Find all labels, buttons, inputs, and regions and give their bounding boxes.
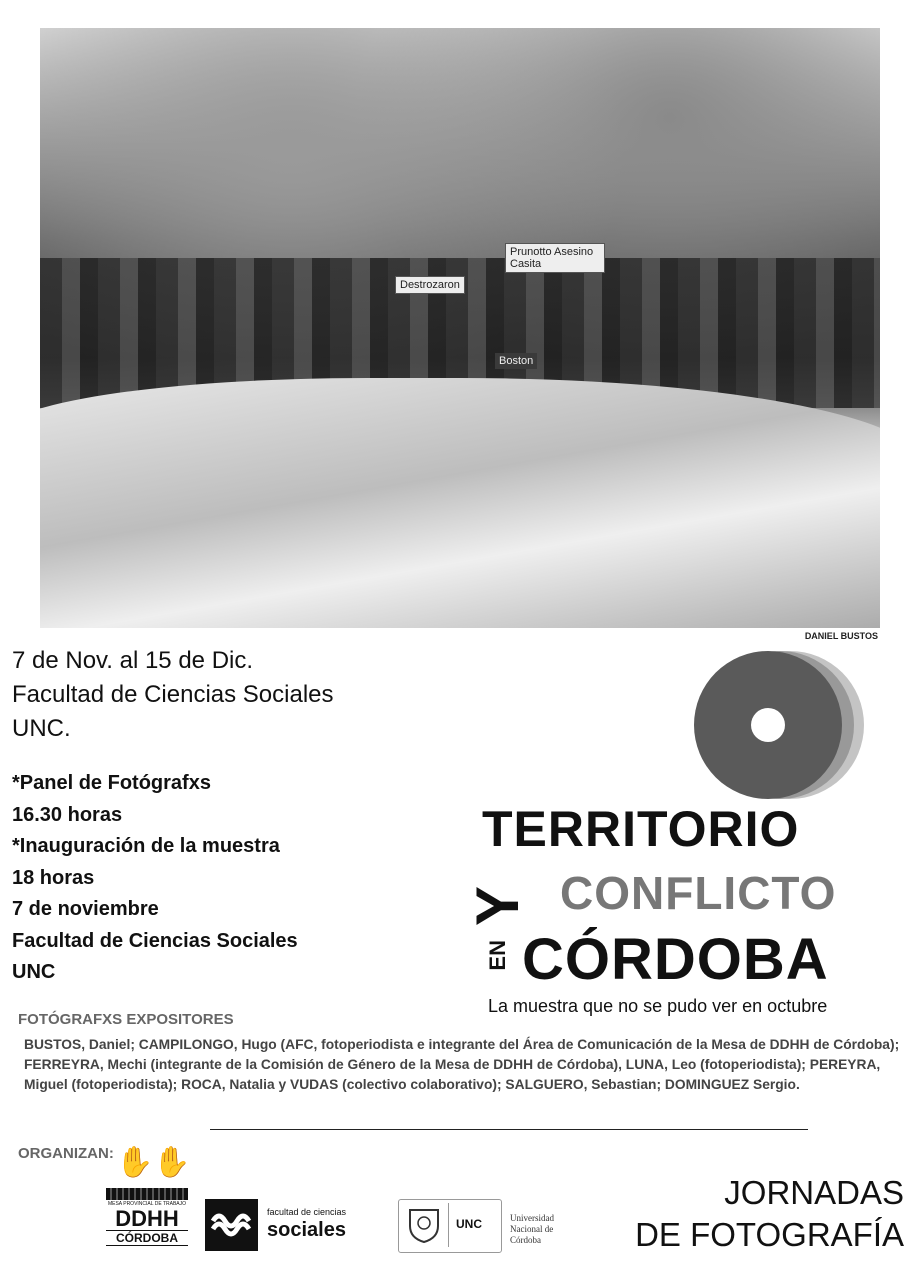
photo-credit: DANIEL BUSTOS xyxy=(804,631,878,641)
protest-sign: Prunotto Asesino Casita xyxy=(505,243,605,273)
unc-seal-icon xyxy=(406,1206,442,1244)
title-subtitle: La muestra que no se pudo ver en octubre xyxy=(488,996,828,1016)
organizers-heading: ORGANIZAN: xyxy=(18,1145,114,1162)
venue-line: Facultad de Ciencias Sociales xyxy=(12,681,334,708)
jornadas-line: JORNADAS xyxy=(724,1174,904,1211)
ddhh-subtitle: MESA PROVINCIAL DE TRABAJO xyxy=(107,1201,187,1207)
title-y-letter: Y xyxy=(464,885,531,926)
schedule-line: Facultad de Ciencias Sociales xyxy=(12,929,298,952)
event-dates xyxy=(12,644,334,746)
ddhh-logo-text: DDHH xyxy=(115,1206,179,1231)
schedule-line: *Inauguración de la muestra xyxy=(12,835,280,857)
unc-acronym: UNC xyxy=(456,1217,482,1231)
fcs-logo-icon xyxy=(205,1199,258,1251)
unc-divider xyxy=(448,1203,449,1247)
lens-aperture xyxy=(751,708,785,742)
unc-name: Universidad Nacional de Córdoba xyxy=(510,1213,554,1245)
divider xyxy=(210,1129,808,1130)
shirt-label: Boston xyxy=(495,353,537,369)
flag-shape xyxy=(40,378,880,628)
protest-photo xyxy=(40,28,880,628)
ddhh-crowd-bar xyxy=(106,1188,188,1200)
schedule-line: 16.30 horas xyxy=(12,803,123,826)
institution-line: UNC. xyxy=(12,715,71,742)
title-cordoba: CÓRDOBA xyxy=(522,927,829,992)
raised-hands-icon: ✋✋ xyxy=(116,1146,191,1179)
fcs-subtitle: facultad de ciencias xyxy=(267,1207,347,1217)
exhibitors-list: BUSTOS, Daniel; CAMPILONGO, Hugo (AFC, fotoperiodista e integrante del Área de Comunicación de la Mesa de DDHH de Córdoba); FERREYRA, Mechi (integrante de la Comisión de Género de la Mesa de DDHH de Córdoba), LUNA, Leo (fotoperiodista); PEREYRA, Miguel (fotoperiodista); ROCA, Natalia y VUDAS (colectivo colaborativo); SALGUERO, Sebastian; DOMINGUEZ Sergio. xyxy=(24,1037,900,1092)
jornadas-line: DE FOTOGRAFÍA xyxy=(635,1216,904,1253)
schedule-line: 18 horas xyxy=(12,866,95,889)
title-conflicto: CONFLICTO xyxy=(560,867,837,919)
jornadas-title xyxy=(635,1172,904,1256)
fcs-title: sociales xyxy=(267,1219,346,1241)
camera-lens-logo xyxy=(668,650,868,800)
schedule-line: UNC xyxy=(12,961,56,983)
title-en: EN xyxy=(485,940,510,971)
schedule-line: 7 de noviembre xyxy=(12,898,159,920)
exhibitors-heading: FOTÓGRAFXS EXPOSITORES xyxy=(18,1011,234,1028)
event-schedule xyxy=(12,768,298,989)
date-line: 7 de Nov. al 15 de Dic. xyxy=(12,647,254,674)
ddhh-city: CÓRDOBA xyxy=(106,1230,188,1246)
protest-sign: Destrozaron xyxy=(395,276,465,294)
title-territorio: TERRITORIO xyxy=(482,801,800,857)
schedule-line: *Panel de Fotógrafxs xyxy=(12,772,211,794)
